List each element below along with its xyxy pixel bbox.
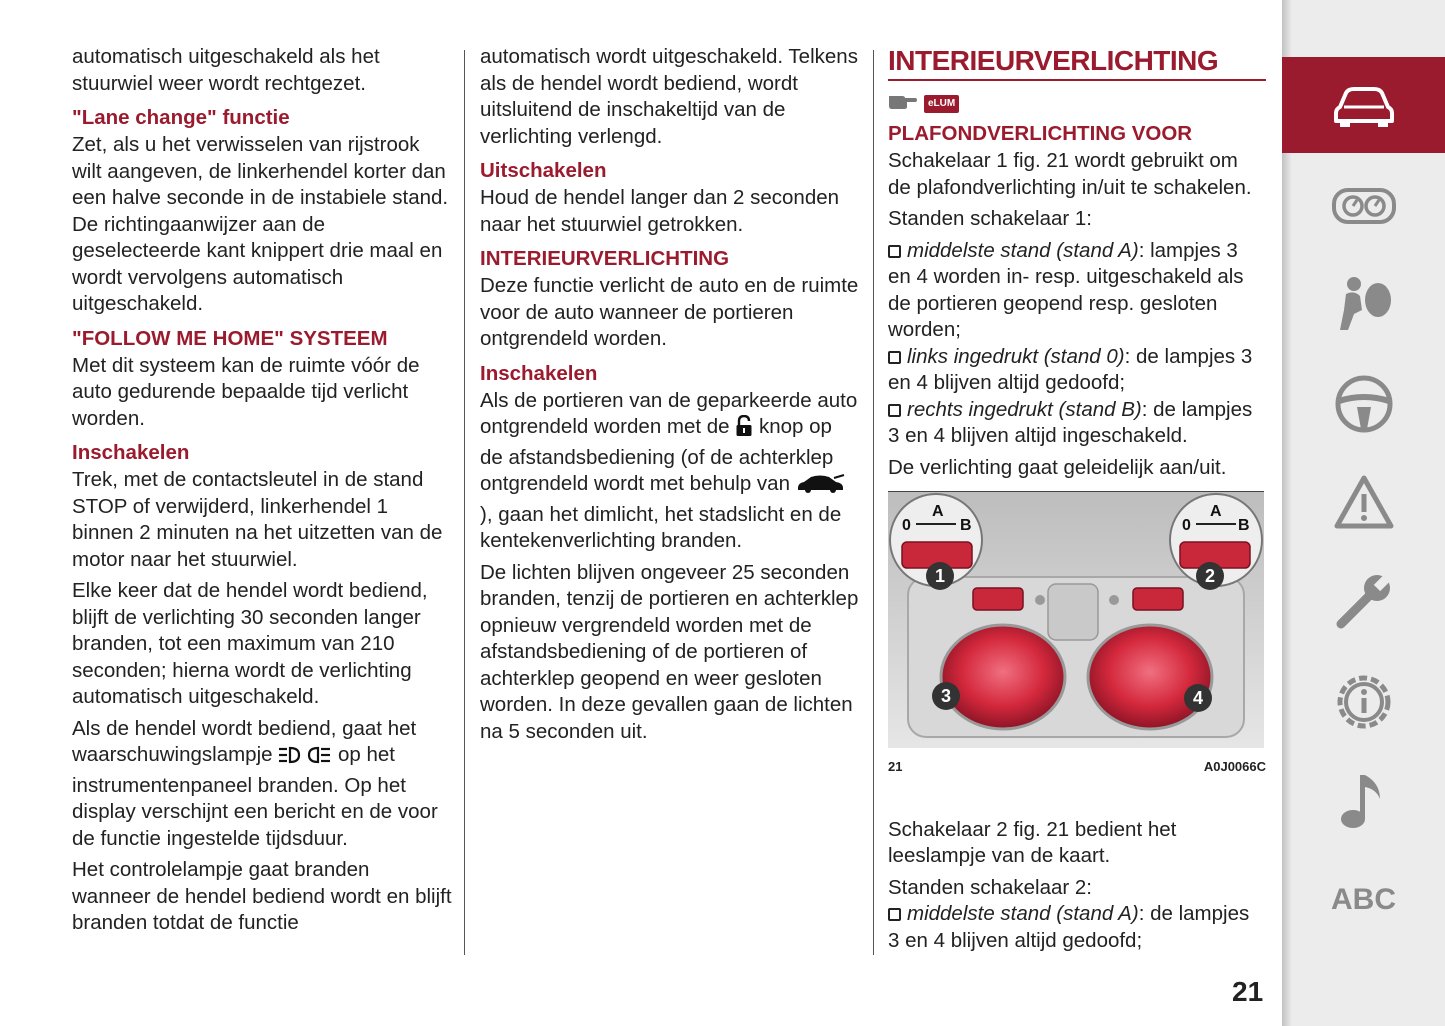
- paragraph: De verlichting gaat geleidelijk aan/uit.: [888, 455, 1227, 479]
- paragraph: Standen schakelaar 2:: [888, 875, 1092, 899]
- paragraph: Trek, met de contactsleutel in de stand STOP of verwijderd, linkerhendel 1 binnen 2 minuten na het uitzetten van de motor naar het stuurwiel.: [72, 468, 443, 571]
- switch2-pos-a-label: A: [1210, 503, 1222, 520]
- text: knop op de afstandsbediening (of de achterklep ontgrendeld wordt met behulp van: [480, 415, 834, 495]
- switch1-pos-0-label: 0: [902, 517, 911, 534]
- figure-caption: [888, 754, 1266, 781]
- pointing-hand-icon: [888, 90, 918, 118]
- index-label: ABC: [1331, 883, 1396, 916]
- bullet-item: [888, 344, 1266, 397]
- section-heading-uitschakelen: Uitschakelen: [480, 159, 607, 182]
- text: middelste stand (stand A): [907, 902, 1139, 925]
- bullet-item: [888, 901, 1266, 954]
- checkbox-bullet-icon: [888, 351, 901, 364]
- page-number: 21: [1232, 976, 1264, 1007]
- paragraph: De lichten blijven ongeveer 25 seconden branden, tenzij de portieren en achterklep opnieuw vergrendeld worden met de afstandsbediening of de portieren of achterklep geopend en weer gesloten worden. In deze gevallen gaan de lichten na 5 seconden uit.: [480, 560, 859, 743]
- gear-info-icon: [1332, 670, 1396, 734]
- section-heading-inschakelen: Inschakelen: [480, 361, 598, 385]
- section-heading-inschakelen: Inschakelen: [72, 441, 190, 464]
- column-divider: [873, 50, 874, 955]
- text: : de lampjes 3 en 4 blijven altijd gedoofd;: [888, 902, 1250, 952]
- text-column-2: [480, 44, 860, 750]
- paragraph: Het controlelampje gaat branden wanneer de hendel bediend wordt en blijft branden totdat de functie: [72, 858, 452, 934]
- sidebar-tab-safety[interactable]: [1282, 256, 1445, 352]
- text: ), gaan het dimlicht, het stadslicht en de kentekenverlichting branden.: [480, 502, 842, 552]
- text: : lampjes 3 en 4 worden in- resp. uitgeschakeld als de portieren geopend resp. gesloten worden;: [888, 238, 1244, 341]
- section-heading-follow-me-home: "FOLLOW ME HOME" SYSTEEM: [72, 326, 388, 350]
- elum-badge: eLUM: [924, 95, 959, 113]
- airbag-icon: [1332, 274, 1396, 334]
- column-divider: [464, 50, 465, 955]
- callout-1: 1: [934, 566, 946, 586]
- figure-code: A0J0066C: [1203, 759, 1266, 774]
- ceiling-light-figure: [888, 491, 1264, 748]
- text-column-1: [72, 44, 452, 942]
- sidebar-tab-multimedia[interactable]: [1282, 752, 1445, 848]
- text: rechts ingedrukt (stand B): [907, 397, 1142, 421]
- wrench-icon: [1333, 570, 1395, 632]
- sidebar-tab-technical-data[interactable]: [1282, 654, 1445, 750]
- page-title: INTERIEURVERLICHTING: [888, 45, 1219, 76]
- sidebar-tab-driving[interactable]: [1282, 356, 1445, 452]
- switch2-pos-0-label: 0: [1182, 517, 1191, 534]
- text: : de lampjes 3 en 4 blijven altijd gedoofd;: [888, 344, 1253, 394]
- text-column-3: [888, 44, 1266, 959]
- car-trunk-icon: [796, 474, 846, 502]
- section-heading-lane-change: "Lane change" functie: [72, 106, 290, 129]
- paragraph: automatisch wordt uitgeschakeld. Telkens als de hendel wordt bediend, wordt uitsluitend de inschakeltijd van de verlichting verlengd.: [480, 45, 858, 148]
- switch1-pos-a-label: A: [932, 503, 944, 520]
- section-heading-interieurverlichting: INTERIEURVERLICHTING: [480, 247, 730, 270]
- section-heading-plafondverlichting: PLAFONDVERLICHTING VOOR: [888, 122, 1193, 145]
- unlock-icon: [735, 415, 753, 445]
- sidebar-tab-index[interactable]: [1282, 852, 1445, 948]
- checkbox-bullet-icon: [888, 908, 901, 921]
- sidebar-tab-car[interactable]: [1282, 57, 1445, 153]
- callout-4: 4: [1192, 688, 1204, 708]
- paragraph: Met dit systeem kan de ruimte vóór de auto gedurende bepaalde tijd verlicht worden.: [72, 353, 420, 430]
- callout-2: 2: [1204, 566, 1216, 586]
- text: op het instrumentenpaneel branden. Op het display verschijnt een bericht en de voor de functie ingestelde tijdsduur.: [72, 743, 438, 850]
- follow-me-home-warning-icon: [278, 745, 332, 773]
- text: links ingedrukt (stand 0): [907, 344, 1125, 368]
- paragraph: Houd de hendel langer dan 2 seconden naar het stuurwiel getrokken.: [480, 186, 840, 236]
- warning-icon: [1333, 474, 1395, 530]
- text: Als de hendel wordt bediend, gaat het waarschuwingslampje: [72, 716, 417, 766]
- switch1-pos-b-label: B: [960, 517, 972, 534]
- checkbox-bullet-icon: [888, 245, 901, 258]
- paragraph: Elke keer dat de hendel wordt bediend, blijft de verlichting 30 seconden langer branden, tot een maximum van 210 seconden; hierna wordt de verlichting automatisch uitgeschakeld.: [72, 579, 428, 708]
- paragraph: [72, 716, 452, 853]
- ceiling-light-illustration: [888, 492, 1264, 748]
- paragraph: Schakelaar 2 fig. 21 bedient het leeslampje van de kaart.: [888, 817, 1177, 867]
- bullet-item: [888, 238, 1266, 344]
- figure-number: 21: [888, 759, 903, 774]
- car-icon: [1332, 81, 1396, 129]
- sidebar-tab-maintenance[interactable]: [1282, 553, 1445, 649]
- paragraph: Zet, als u het verwisselen van rijstrook wilt aangeven, de linkerhendel korter dan een halve seconde in de instabiele stand. De richtingaanwijzer aan de geselecteerde kant knippert drie maal en wordt vervolgens automatisch uitgeschakeld.: [72, 133, 449, 315]
- paragraph: Standen schakelaar 1:: [888, 207, 1092, 230]
- music-icon: [1336, 769, 1392, 831]
- sidebar-tab-emergency[interactable]: [1282, 454, 1445, 550]
- paragraph: Schakelaar 1 fig. 21 wordt gebruikt om de plafondverlichting in/uit te schakelen.: [888, 149, 1252, 199]
- paragraph: [480, 388, 860, 555]
- feature-icons: [888, 91, 1266, 117]
- callout-3: 3: [940, 686, 952, 706]
- sidebar-tab-instruments[interactable]: [1282, 158, 1445, 254]
- text: : de lampjes 3 en 4 blijven altijd ingeschakeld.: [888, 397, 1253, 447]
- bullet-item: [888, 397, 1266, 450]
- text: Als de portieren van de geparkeerde auto ontgrendeld worden met de: [480, 388, 858, 438]
- paragraph: automatisch uitgeschakeld als het stuurwiel weer wordt rechtgezet.: [72, 45, 380, 95]
- title-underline: [888, 79, 1266, 81]
- checkbox-bullet-icon: [888, 404, 901, 417]
- dashboard-icon: [1331, 182, 1397, 230]
- paragraph: Deze functie verlicht de auto en de ruimte voor de auto wanneer de portieren ontgrendeld worden.: [480, 274, 859, 350]
- switch2-pos-b-label: B: [1238, 517, 1250, 534]
- steering-wheel-icon: [1333, 373, 1395, 435]
- text: middelste stand (stand A): [907, 238, 1139, 262]
